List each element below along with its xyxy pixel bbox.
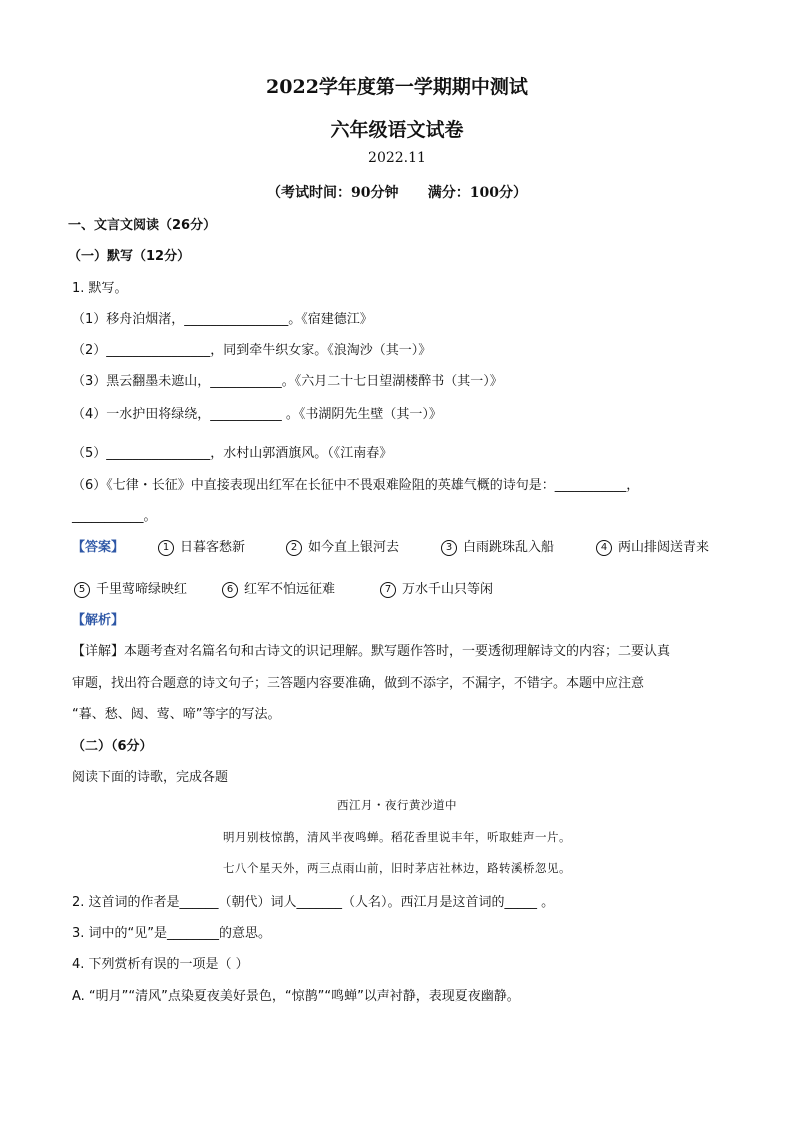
exam-info: （考试时间：90分钟 满分：100分） [267, 185, 527, 201]
dictation-line: （4）一水护田将绿绕，___________ 。《书湖阴先生壁（其一）》 [72, 407, 442, 422]
exam-subtitle: 六年级语文试卷 [330, 119, 464, 141]
answer-item [380, 578, 493, 598]
answer-text: 两山排闼送青来 [618, 540, 710, 555]
choice-line: A. “明月”“清风”点染夏夜美好景色，“惊鹊”“鸣蝉”以声衬静，表现夏夜幽静。 [72, 989, 520, 1004]
answer-item [441, 536, 554, 556]
circled-number: 3 [441, 540, 457, 556]
question-line: 3. 词中的“见”是________的意思。 [72, 926, 272, 941]
poem-title: 西江月・夜行黄沙道中 [337, 798, 457, 812]
answer-item [286, 536, 399, 556]
answer-label: 【答案】 [72, 540, 125, 555]
answer-text: 白雨跳珠乱入船 [463, 540, 555, 555]
analysis-line: 审题，找出符合题意的诗文句子；三答题内容要准确，做到不添字，不漏字，不错字。本题中应注意 [72, 676, 645, 691]
dictation-line-continued: ___________。 [72, 509, 157, 524]
dictation-line: （1）移舟泊烟渚，________________。《宿建德江》 [72, 312, 373, 327]
answer-text: 日暮客愁新 [180, 540, 246, 555]
circled-number: 7 [380, 582, 396, 598]
question-label: 1. 默写。 [72, 281, 128, 296]
exam-date: 2022.11 [368, 150, 426, 166]
analysis-line: 【详解】本题考查对名篇名句和古诗文的识记理解。默写题作答时，一要透彻理解诗文的内容；二要认真 [72, 644, 671, 659]
dictation-line: （2）________________，同到牵牛织女家。《浪淘沙（其一）》 [72, 343, 432, 358]
dictation-line: （3）黑云翻墨未遮山，___________。《六月二十七日望湖楼醉书（其一）》 [72, 374, 503, 389]
question-line: 2. 这首词的作者是______（朝代）词人_______（人名）。西江月是这首词的_____ 。 [72, 895, 555, 910]
instruction: 阅读下面的诗歌，完成各题 [72, 770, 229, 785]
answer-text: 千里莺啼绿映红 [96, 582, 188, 597]
poem-line: 明月别枝惊鹊，清风半夜鸣蝉。稻花香里说丰年，听取蛙声一片。 [223, 830, 571, 844]
circled-number: 2 [286, 540, 302, 556]
section-heading: 一、文言文阅读（26分） [68, 218, 217, 233]
question-line: 4. 下列赏析有误的一项是（ ） [72, 957, 249, 972]
dictation-line: （6）《七律・长征》中直接表现出红军在长征中不畏艰难险阻的英雄气概的诗句是：___________， [72, 478, 640, 493]
circled-number: 1 [158, 540, 174, 556]
part-heading: （一）默写（12分） [68, 249, 191, 264]
circled-number: 4 [596, 540, 612, 556]
answer-text: 如今直上银河去 [308, 540, 400, 555]
answer-item [74, 578, 187, 598]
exam-title: 2022学年度第一学期期中测试 [266, 76, 528, 98]
circled-number: 6 [222, 582, 238, 598]
answer-text: 万水千山只等闲 [402, 582, 494, 597]
dictation-line: （5）________________，水村山郭酒旗风。（《江南春》 [72, 446, 393, 461]
answer-item [222, 578, 335, 598]
answer-text: 红军不怕远征难 [244, 582, 336, 597]
answer-item [158, 536, 245, 556]
circled-number: 5 [74, 582, 90, 598]
poem-line: 七八个星天外，两三点雨山前，旧时茅店社林边，路转溪桥忽见。 [223, 861, 571, 875]
analysis-label: 【解析】 [72, 613, 125, 628]
analysis-line: “暮、愁、闼、莺、啼”等字的写法。 [72, 707, 281, 722]
part-heading: （二）（6分） [72, 739, 153, 754]
answer-item [596, 536, 709, 556]
